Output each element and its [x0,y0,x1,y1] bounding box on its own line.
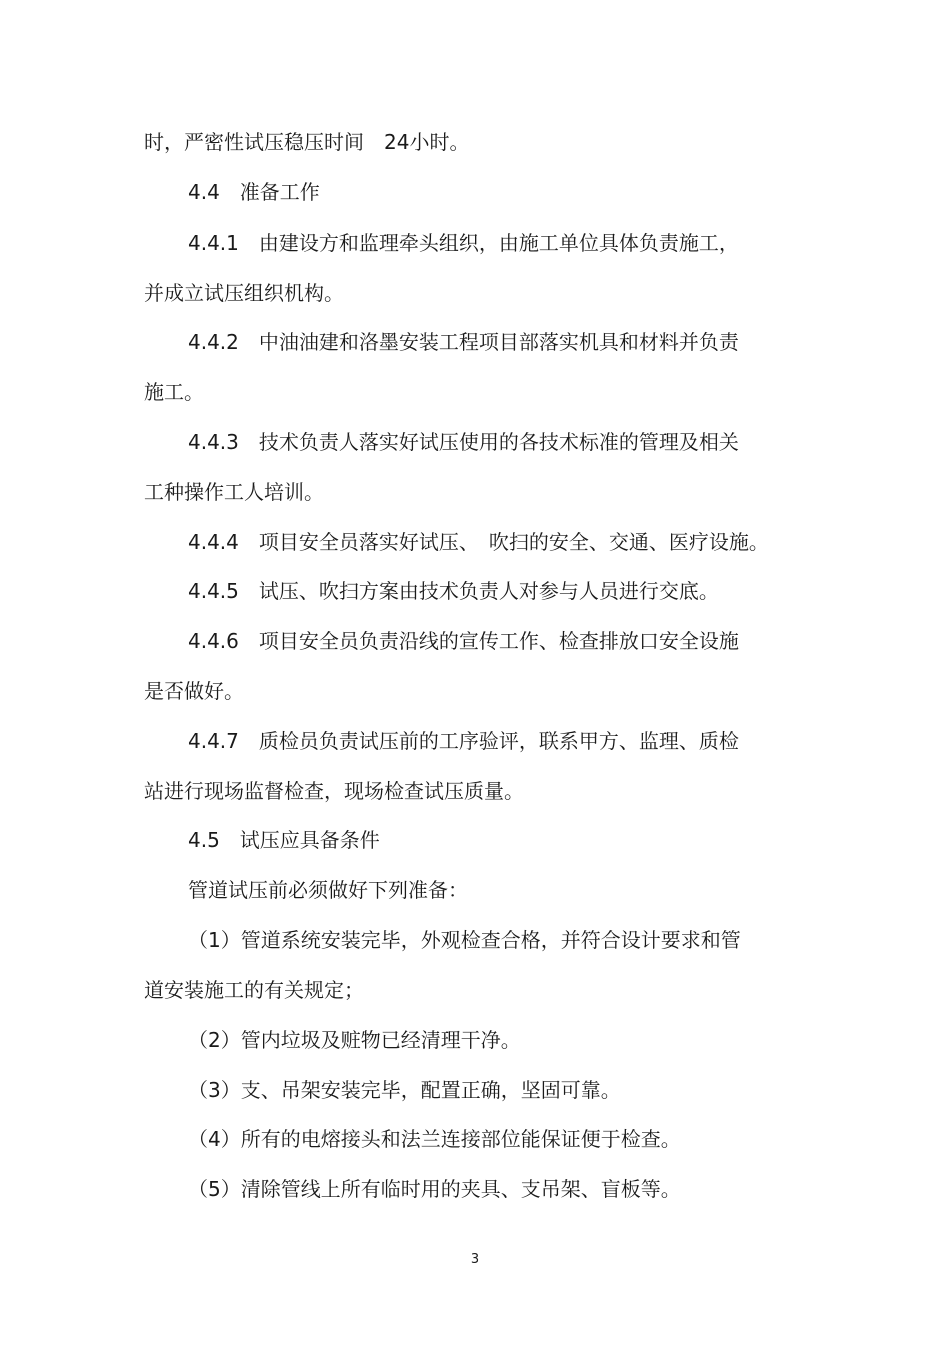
text-line: 4.4.2 中油油建和洛墨安装工程项目部落实机具和材料并负责 [188,330,739,354]
page-number: 3 [470,1252,480,1267]
section-heading: 4.5 试压应具备条件 [188,828,380,852]
list-item: （4）所有的电熔接头和法兰连接部位能保证便于检查。 [188,1127,681,1151]
text-line: 站进行现场监督检查，现场检查试压质量。 [144,779,524,803]
list-item: （3）支、吊架安装完毕，配置正确，坚固可靠。 [188,1078,621,1102]
text-line: 4.4.1 由建设方和监理牵头组织，由施工单位具体负责施工， [188,231,739,255]
text-line: 4.4.7 质检员负责试压前的工序验评，联系甲方、监理、质检 [188,729,739,753]
text-line: 4.4.4 项目安全员落实好试压、 吹扫的安全、交通、医疗设施。 [188,530,769,554]
section-heading: 4.4 准备工作 [188,180,320,204]
text-line: 时，严密性试压稳压时间 24小时。 [144,130,470,154]
text-line: 工种操作工人培训。 [144,480,324,504]
text-line: 4.4.3 技术负责人落实好试压使用的各技术标准的管理及相关 [188,430,739,454]
text-line: 4.4.6 项目安全员负责沿线的宣传工作、检查排放口安全设施 [188,629,739,653]
list-item: （2）管内垃圾及赃物已经清理干净。 [188,1028,521,1052]
text-line: 4.4.5 试压、吹扫方案由技术负责人对参与人员进行交底。 [188,579,719,603]
text-line: 施工。 [144,380,204,404]
text-line: 道安装施工的有关规定； [144,978,364,1002]
list-item: （1）管道系统安装完毕，外观检查合格，并符合设计要求和管 [188,928,741,952]
text-line: 并成立试压组织机构。 [144,281,344,305]
text-line: 管道试压前必须做好下列准备： [188,878,468,902]
list-item: （5）清除管线上所有临时用的夹具、支吊架、盲板等。 [188,1177,681,1201]
text-line: 是否做好。 [144,679,244,703]
